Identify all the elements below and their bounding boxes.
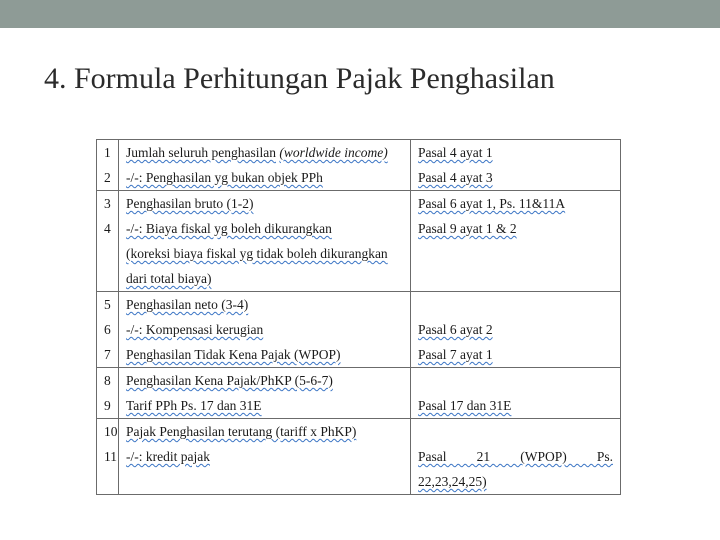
- row-description: -/-: Biaya fiskal yg boleh dikurangkan: [119, 216, 411, 241]
- row-number: 9: [97, 393, 119, 419]
- tax-formula-table: [96, 139, 621, 495]
- row-number: 1: [97, 140, 119, 166]
- row-description: dari total biaya): [119, 266, 411, 292]
- table-row: [97, 444, 621, 469]
- row-number: 5: [97, 292, 119, 318]
- row-description: Penghasilan bruto (1-2): [119, 191, 411, 217]
- row-reference: Pasal 17 dan 31E: [411, 393, 621, 419]
- table-row: [97, 419, 621, 445]
- row-reference: Pasal 6 ayat 1, Ps. 11&11A: [411, 191, 621, 217]
- row-number: 6: [97, 317, 119, 342]
- table-row: [97, 469, 621, 495]
- row-reference-continued: 22,23,24,25): [411, 469, 621, 495]
- row-description: Jumlah seluruh penghasilan (worldwide income): [119, 140, 411, 166]
- table-row: [97, 393, 621, 419]
- slide-title: 4. Formula Perhitungan Pajak Penghasilan: [44, 62, 555, 95]
- row-number: 7: [97, 342, 119, 368]
- row-description: [119, 469, 411, 495]
- row-number: 4: [97, 216, 119, 241]
- row-reference: Pasal 4 ayat 3: [411, 165, 621, 191]
- row-reference: Pasal 7 ayat 1: [411, 342, 621, 368]
- row-number: [97, 241, 119, 266]
- row-number: 2: [97, 165, 119, 191]
- row-number: [97, 469, 119, 495]
- table-row: [97, 140, 621, 166]
- row-number: 8: [97, 368, 119, 394]
- header-band: [0, 0, 720, 28]
- row-description: Pajak Penghasilan terutang (tariff x PhKP): [119, 419, 411, 445]
- table-row: [97, 216, 621, 241]
- table-row: [97, 266, 621, 292]
- row-number: [97, 266, 119, 292]
- row-reference: [411, 241, 621, 266]
- row-reference: [411, 266, 621, 292]
- row-description: Tarif PPh Ps. 17 dan 31E: [119, 393, 411, 419]
- row-reference: Pasal 4 ayat 1: [411, 140, 621, 166]
- table-row: [97, 342, 621, 368]
- row-description: Penghasilan neto (3-4): [119, 292, 411, 318]
- table-row: [97, 165, 621, 191]
- table-row: [97, 317, 621, 342]
- table-row: [97, 241, 621, 266]
- row-description: (koreksi biaya fiskal yg tidak boleh dikurangkan: [119, 241, 411, 266]
- row-reference: Pasal 9 ayat 1 & 2: [411, 216, 621, 241]
- row-description: Penghasilan Kena Pajak/PhKP (5-6-7): [119, 368, 411, 394]
- row-description: -/-: Penghasilan yg bukan objek PPh: [119, 165, 411, 191]
- row-description: -/-: Kompensasi kerugian: [119, 317, 411, 342]
- table-row: [97, 368, 621, 394]
- row-number: 11: [97, 444, 119, 469]
- row-reference: [411, 419, 621, 445]
- table-row: [97, 191, 621, 217]
- row-reference: Pasal 21 (WPOP) Ps.: [411, 444, 621, 469]
- row-number: 10: [97, 419, 119, 445]
- row-reference: [411, 292, 621, 318]
- table-row: [97, 292, 621, 318]
- row-reference: [411, 368, 621, 394]
- row-description: -/-: kredit pajak: [119, 444, 411, 469]
- row-description-italic: (worldwide income): [279, 145, 388, 160]
- row-description: Penghasilan Tidak Kena Pajak (WPOP): [119, 342, 411, 368]
- row-reference: Pasal 6 ayat 2: [411, 317, 621, 342]
- row-number: 3: [97, 191, 119, 217]
